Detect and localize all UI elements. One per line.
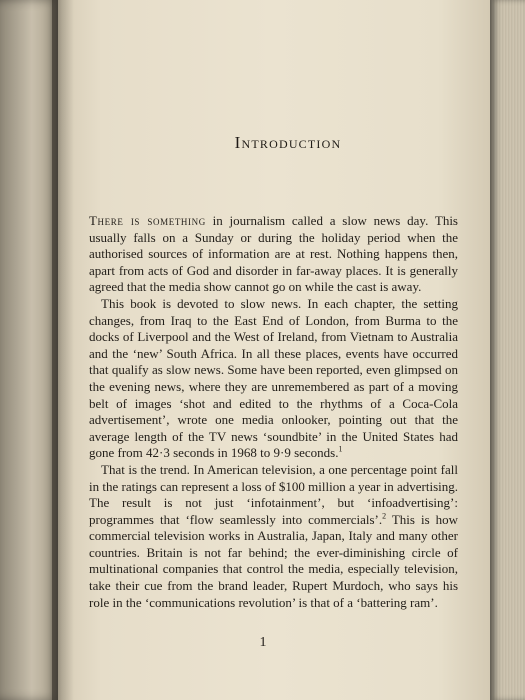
- paragraph-lead-in: There is something: [89, 213, 206, 228]
- footnote-marker-2: 2: [382, 511, 387, 521]
- paragraph-3: [89, 462, 458, 611]
- paragraph-2-text: This book is devoted to slow news. In each chapter, the setting changes, from Iraq to the East End of London, from Burma to the docks of Liverpool and the West of Ireland, from Vietnam to Australia and the ‘new’ South Africa. In all these places, events have occurred that qualify as slow news. Some have been reported, even glimpsed on the evening news, where they are unremembered as part of a moving belt of images ‘shot and edited to the rhythms of a Coca-Cola advertisement’, wrote one media onlooker, pointing out that the average length of the TV news ‘soundbite’ in the United States had gone from 42·3 seconds in 1968 to 9·9 seconds.: [89, 295, 458, 461]
- book-page: [58, 0, 490, 700]
- paragraph-3-text-a: That is the trend. In American television, a one percentage point fall in the ratings can represent a loss of $100 million a year in advertising. The result is not just ‘infotainment’, but ‘infoadvertising’: programmes that ‘flow seamlessly into commercials’.: [89, 461, 458, 527]
- paragraph-1-text: in journalism called a slow news day. This usually falls on a Sunday or during the holiday period when the authorised sources of information are at rest. Nothing happens then, apart from acts of God and disorder in far-away places. It is generally agreed that the media show cannot go on while the cast is away.: [89, 213, 458, 295]
- chapter-title: Introduction: [234, 133, 342, 152]
- page-number: 1: [259, 635, 267, 650]
- page-stack-edge: [490, 0, 525, 700]
- footnote-marker-1: 1: [338, 444, 343, 454]
- paragraph-1: [89, 213, 458, 296]
- paragraph-2: [89, 296, 458, 462]
- previous-page-edge: [0, 0, 58, 700]
- paragraph-3-text-b: This is how commercial television works in Australia, Japan, Italy and many other countries. Britain is not far behind; the ever-diminishing circle of multinational companies that control the media, especially television, take their cue from the brand leader, Rupert Murdoch, who says his role in the ‘communications revolution’ is that of a ‘battering ram’.: [89, 511, 458, 610]
- gutter-shadow: [52, 0, 74, 700]
- body-text: [89, 213, 458, 611]
